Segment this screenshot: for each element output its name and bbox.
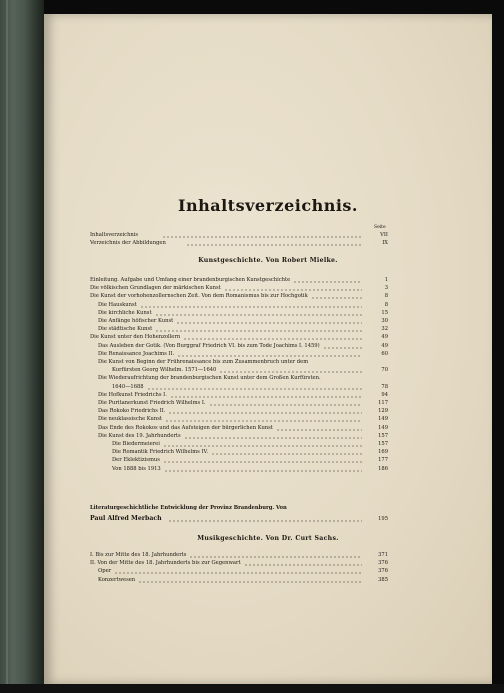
toc-page-number: 376	[378, 568, 388, 575]
toc-page-number: VII	[380, 232, 388, 238]
toc-row	[90, 551, 388, 559]
toc-entry-text: Die völkischen Grundlagen der märkischen Kunst	[90, 285, 221, 292]
toc-row	[98, 309, 388, 317]
toc-row	[112, 456, 388, 464]
toc-entry-text: Die Kunst unter den Hohenzollern	[90, 334, 181, 341]
toc-entry-text: Die städtische Kunst	[98, 326, 153, 333]
toc-row	[98, 358, 388, 366]
toc-entry-text: 1640—1688	[112, 383, 144, 390]
toc-page-number: 1	[384, 277, 388, 283]
toc-row	[98, 374, 388, 382]
toc-entry-text: Der Eklektizismus	[112, 457, 160, 464]
toc-row	[90, 559, 388, 567]
toc-entry-text: Einleitung. Aufgabe und Umfang einer brandenburgischen Kunstgeschichte	[90, 277, 291, 283]
toc-entry-text: Inhaltsverzeichnis	[90, 232, 139, 238]
toc-page-number: 195	[378, 516, 388, 522]
toc-entry-text: Verzeichnis der Abbildungen	[90, 240, 166, 246]
toc-row	[98, 407, 388, 415]
toc-entry-text: Kurfürsten Georg Wilhelm. 1571—1640	[112, 367, 217, 374]
toc-entry-text: Die Hofkunst Friedrichs I.	[98, 391, 167, 398]
toc-page-number: 385	[378, 576, 388, 583]
section-heading-musik: Musikgeschichte. Von Dr. Curt Sachs.	[197, 535, 339, 542]
leader-dots	[170, 391, 362, 399]
leader-dots	[209, 399, 362, 407]
literatur-author: Paul Alfred Merbach	[90, 515, 162, 522]
toc-entry-text: Die Kunst der vorhohenzollernschen Zeit. Von dem Romanismus bis zur Hochgotik	[90, 293, 308, 300]
toc-row	[98, 325, 388, 333]
toc-entry-text: Die Kunst von Beginn der Frührenaissance bis zum Zusammenbruch unter dem	[98, 359, 309, 365]
toc-page-number: IX	[382, 240, 388, 246]
leader-dots	[168, 515, 362, 523]
toc-page-number: 32	[381, 326, 388, 333]
leader-dots	[163, 440, 362, 448]
leader-dots	[211, 448, 362, 456]
toc-row	[98, 415, 388, 423]
leader-dots	[168, 407, 362, 415]
literatur-line1: Literaturgeschichtliche Entwicklung der Provinz Brandenburg. Von	[90, 505, 287, 511]
toc-entry-text: Die Puritanerkunst Friedrich Wilhelms I.	[98, 400, 206, 406]
toc-row	[98, 399, 388, 407]
toc-page-number: 8	[384, 301, 388, 308]
toc-entry-text: Konzertwesen	[98, 576, 136, 583]
leader-dots	[323, 342, 362, 350]
toc-page-number: 49	[381, 342, 388, 349]
leader-dots	[293, 276, 362, 284]
section-heading-kunst: Kunstgeschichte. Von Robert Mielke.	[198, 257, 338, 264]
toc-entry-text: Die Wiederaufrichtung der brandenburgischen Kunst unter dem Großen Kurfürsten.	[98, 375, 321, 382]
toc-row	[112, 383, 388, 391]
leader-dots	[177, 350, 362, 358]
leader-dots	[147, 383, 362, 391]
toc-page-number: 30	[381, 318, 388, 324]
toc-entry-text: Das Ende des Rokokos und das Aufsteigen der bürgerlichen Kunst	[98, 424, 273, 431]
toc-entry-text: Die Anfänge höfischer Kunst	[98, 318, 174, 324]
toc-row	[98, 391, 388, 399]
leader-dots	[184, 432, 362, 440]
toc-page-number: 117	[378, 400, 388, 406]
toc-page-number: 15	[381, 309, 388, 316]
toc-page-number: 60	[381, 350, 388, 357]
bottom-edge	[0, 684, 504, 693]
leader-dots	[183, 333, 362, 341]
toc-row	[90, 333, 388, 341]
toc-page-number: 49	[381, 334, 388, 341]
toc-row	[90, 292, 388, 300]
leader-dots	[311, 292, 362, 300]
toc-row	[90, 284, 388, 292]
toc-entry-text: II. Von der Mitte des 18. Jahrhunderts bis zur Gegenwart	[90, 560, 241, 567]
toc-page-number: 149	[378, 416, 388, 423]
toc-page-number: 177	[378, 457, 388, 464]
binding-edge	[6, 0, 8, 693]
toc-row	[98, 576, 388, 584]
page-title: Inhaltsverzeichnis.	[177, 196, 358, 215]
toc-row	[98, 301, 388, 309]
leader-dots	[165, 415, 362, 423]
leader-dots	[114, 567, 362, 575]
toc-entry-text: Das Rokoko Friedrichs II.	[98, 408, 166, 415]
toc-row-front-1	[90, 239, 388, 247]
toc-row	[98, 432, 388, 440]
toc-entry-text: Die Kunst des 19. Jahrhunderts	[98, 432, 181, 439]
toc-row	[112, 448, 388, 456]
leader-dots	[276, 424, 362, 432]
toc-row	[112, 465, 388, 473]
toc-entry-text: Die neuklassische Kunst	[98, 416, 162, 423]
toc-row	[98, 342, 388, 350]
book-binding	[0, 0, 44, 693]
literatur-line2-row	[90, 515, 388, 523]
leader-dots	[189, 551, 362, 559]
leader-dots	[138, 576, 362, 584]
toc-row	[112, 440, 388, 448]
toc-page-number: 376	[378, 560, 388, 567]
toc-page-number: 149	[378, 424, 388, 431]
toc-page-number: 186	[378, 465, 388, 472]
toc-page-number: 78	[381, 383, 388, 390]
leader-dots	[140, 301, 362, 309]
toc-page-number: 371	[378, 552, 388, 558]
leader-dots	[155, 325, 362, 333]
toc-entry-text: Die Biedermeierei	[112, 441, 160, 447]
toc-row-front-0	[90, 231, 388, 239]
leader-dots	[176, 317, 362, 325]
toc-row	[90, 276, 388, 284]
toc-entry-text: I. Bis zur Mitte des 18. Jahrhunderts	[90, 552, 187, 558]
toc-page-number: 129	[378, 408, 388, 415]
toc-row	[98, 350, 388, 358]
toc-entry-text: Oper	[98, 568, 112, 575]
leader-dots	[186, 239, 362, 247]
toc-page-number: 169	[378, 449, 388, 456]
leader-dots	[162, 231, 362, 239]
toc-entry-text: Das Ausleben der Gotik. (Von Burggraf Friedrich VI. bis zum Tode Joachims I. 1459)	[98, 342, 320, 349]
toc-entry-text: Die Hauskunst	[98, 301, 137, 308]
toc-page-number: 94	[381, 391, 388, 398]
leader-dots	[164, 465, 362, 473]
toc-row	[112, 366, 388, 374]
leader-dots	[219, 366, 362, 374]
leader-dots	[163, 456, 362, 464]
toc-entry-text: Von 1888 bis 1913	[112, 465, 161, 472]
toc-page-number: 157	[378, 441, 388, 447]
seite-label: Seite	[374, 225, 386, 230]
toc-row	[98, 317, 388, 325]
toc-page-number: 70	[381, 367, 388, 374]
toc-page-number: 8	[384, 293, 388, 300]
toc-row	[98, 424, 388, 432]
leader-dots	[155, 309, 362, 317]
toc-entry-text: Die Renaissance Joachims II.	[98, 350, 175, 357]
toc-entry-text: Die Romantik Friedrich Wilhelms IV.	[112, 449, 209, 456]
leader-dots	[224, 284, 362, 292]
book-page	[44, 14, 492, 684]
toc-row	[98, 567, 388, 575]
toc-entry-text: Die kirchliche Kunst	[98, 309, 152, 316]
toc-page-number: 3	[384, 285, 388, 292]
leader-dots	[244, 559, 362, 567]
toc-page-number: 157	[378, 432, 388, 439]
